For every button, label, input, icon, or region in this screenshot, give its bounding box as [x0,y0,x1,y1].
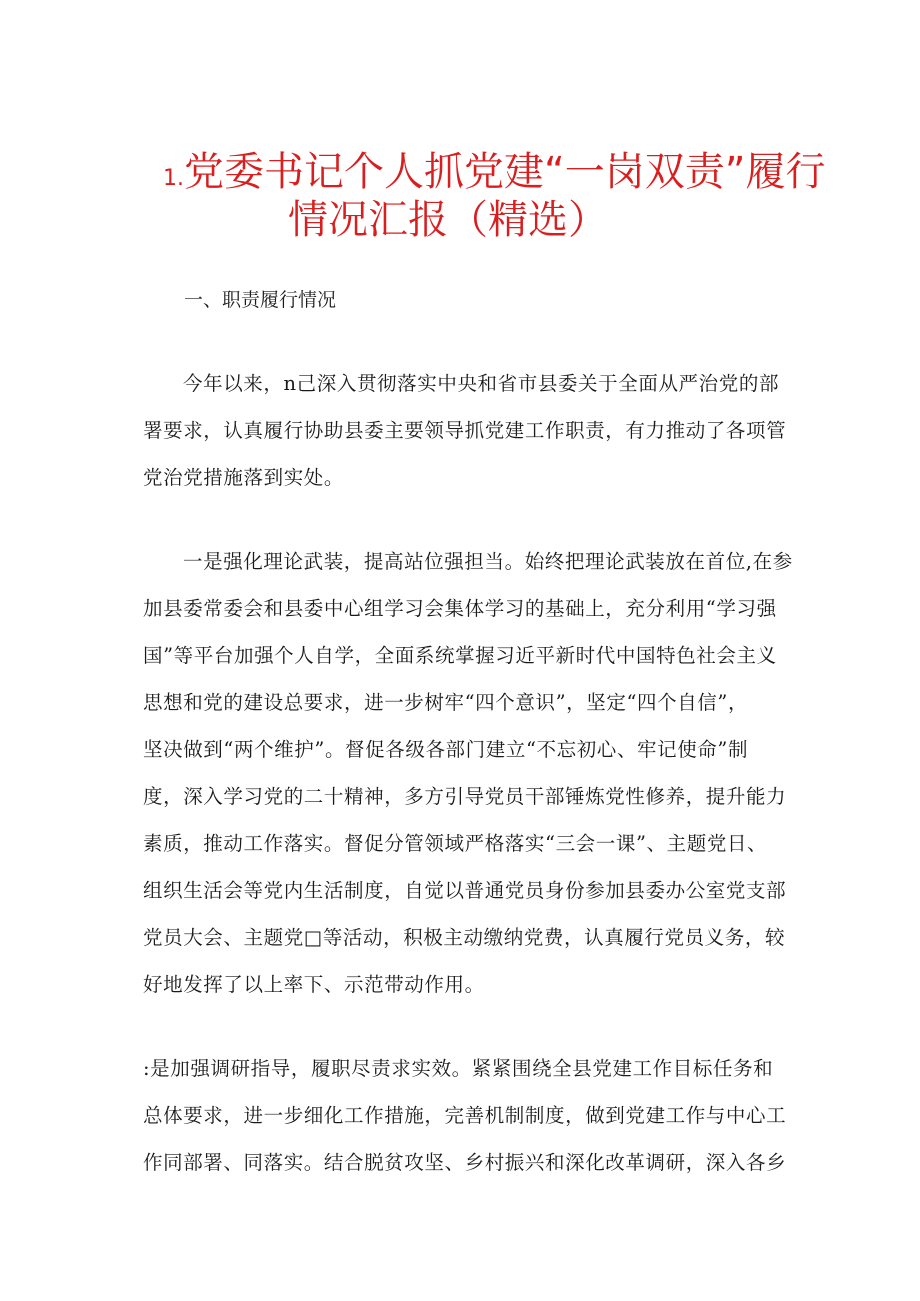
paragraph-line: 党员大会、主题党□等活动，积极主动缴纳党费，认真履行党员义务，较 [143,926,786,949]
document-title-line-2: 情况汇报（精选） [288,197,608,243]
paragraph-line: 素质，推动工作落实。督促分管领域严格落实“三会一课”、主题党日、 [143,832,768,855]
paragraph-line: 党治党措施落到实处。 [143,466,345,489]
paragraph-line: 加县委常委会和县委中心组学习会集体学习的基础上，充分利用“学习强 [143,597,777,620]
section-heading: 一、职责履行情况 [184,289,337,311]
paragraph-line: 度，深入学习党的二十精神，多方引导党员干部锤炼党性修养，提升能力 [143,785,787,808]
paragraph-line: 今年以来，n己深入贯彻落实中央和省市县委关于全面从严治党的部 [183,372,780,395]
title-text-1: 党委书记个人抓党建“一岗双责”履行 [184,149,826,195]
paragraph-line: :是加强调研指导，履职尽责求实效。紧紧围绕全县党建工作目标任务和 [143,1057,774,1080]
paragraph-line: 作同部署、同落实。结合脱贫攻坚、乡村振兴和深化改革调研，深入各乡 [143,1151,787,1174]
paragraph-line: 坚决做到“两个维护”。督促各级各部门建立“不忘初心、牢记使命”制 [143,738,749,761]
paragraph-line: 国”等平台加强个人自学，全面系统掌握习近平新时代中国特色社会主义 [143,644,777,667]
paragraph-line: 总体要求，进一步细化工作措施，完善机制制度，做到党建工作与中心工 [143,1104,787,1127]
paragraph-line: 思想和党的建设总要求，进一步树牢“四个意识”，坚定“四个自信”， [143,691,749,714]
paragraph-line: 组织生活会等党内生活制度，自觉以普通党员身份参加县委办公室党支部 [143,879,787,902]
paragraph-line: 好地发挥了以上率下、示范带动作用。 [143,973,485,996]
title-number: 1. [163,166,184,191]
paragraph-line: 署要求，认真履行协助县委主要领导抓党建工作职责，有力推动了各项管 [143,419,787,442]
paragraph-line: 一是强化理论武装，提高站位强担当。始终把理论武装放在首位,在参 [183,550,793,573]
